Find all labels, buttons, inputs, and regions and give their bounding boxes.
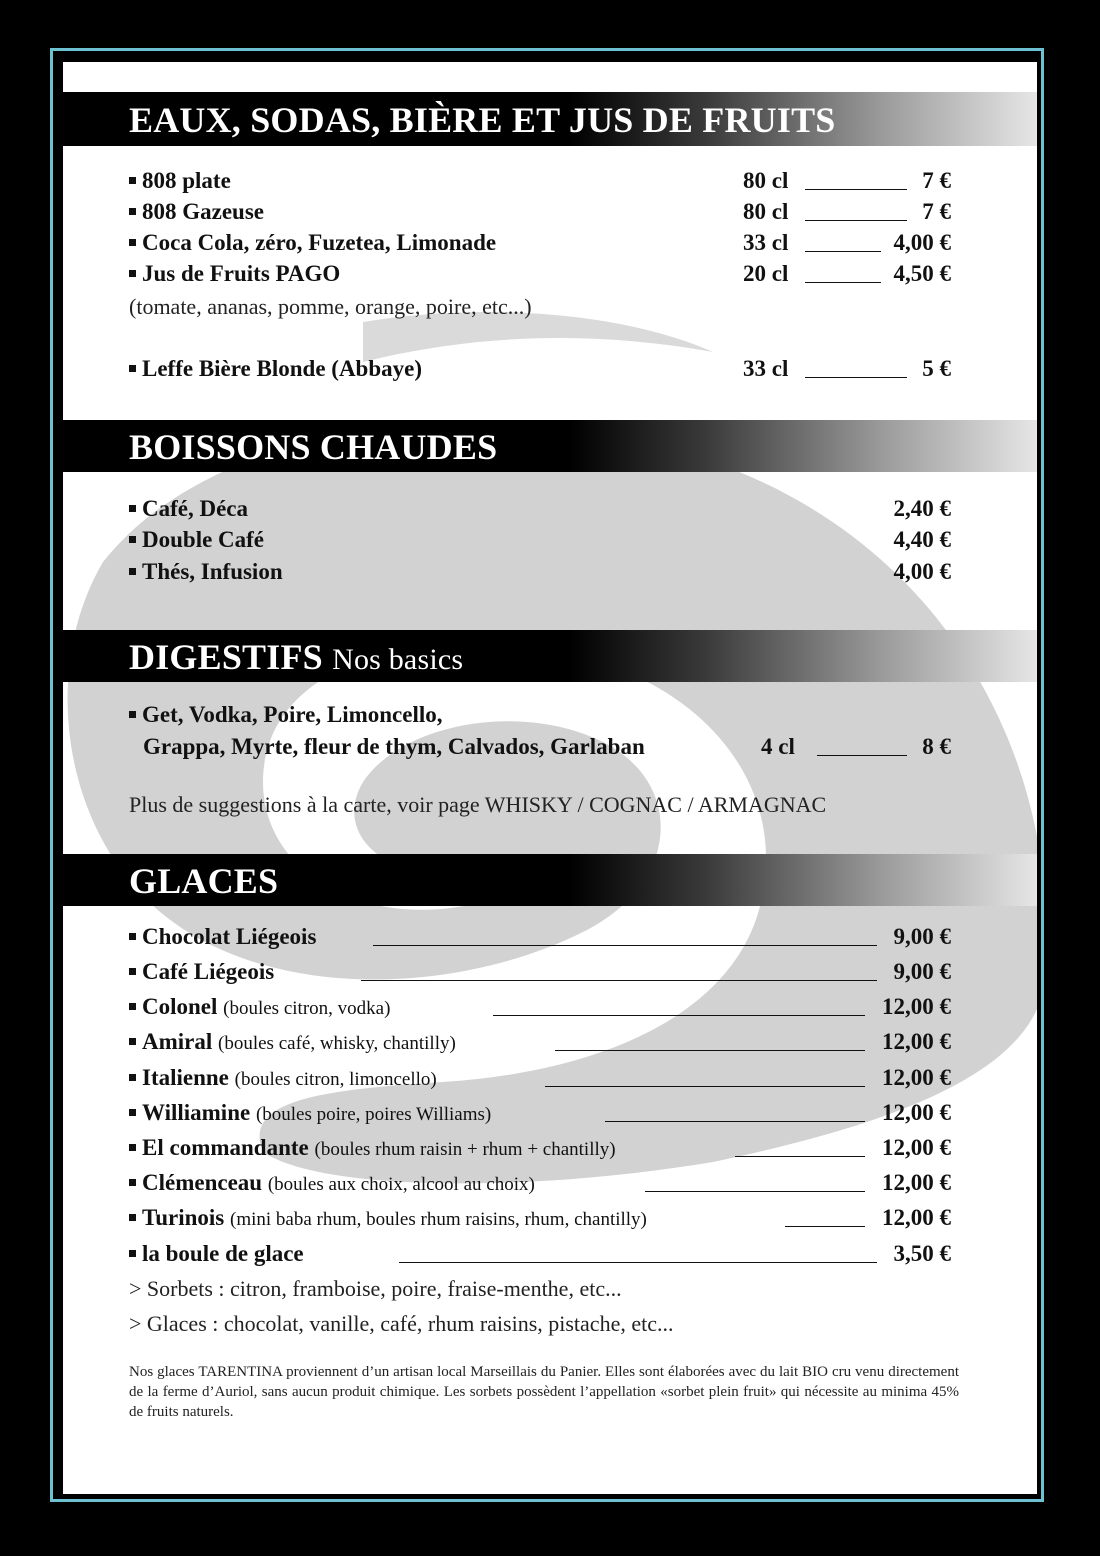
bullet-square-icon: [129, 1038, 136, 1045]
bullet-square-icon: [129, 1250, 136, 1257]
item-price: 4,00 €: [893, 230, 951, 255]
item-name: Chocolat Liégeois: [142, 924, 317, 949]
item-price: 7 €: [922, 199, 951, 224]
menu-item-row: [129, 1205, 951, 1235]
bullet-square-icon: [129, 1109, 136, 1116]
item-name-wrap: [129, 230, 496, 256]
item-name: Get, Vodka, Poire, Limoncello,: [142, 702, 443, 727]
section-subtitle: Nos basics: [332, 643, 464, 676]
item-name: Jus de Fruits PAGO: [142, 261, 341, 286]
item-volume: 4 cl: [761, 734, 795, 759]
item-detail: (boules citron, vodka): [223, 998, 391, 1019]
menu-item-row: [129, 924, 951, 954]
dotted-leader-line: [805, 377, 907, 378]
bullet-square-icon: [129, 933, 136, 940]
section-header-band: [63, 854, 1037, 906]
section-header-band: [63, 630, 1037, 682]
bullet-square-icon: [129, 568, 136, 575]
item-price: 9,00 €: [893, 924, 951, 949]
section-title: EAUX, SODAS, BIÈRE ET JUS DE FRUITS: [129, 100, 836, 140]
item-name-wrap: [129, 1205, 647, 1231]
menu-item-row: [129, 199, 951, 229]
menu-item-row: [129, 702, 951, 732]
item-detail: (mini baba rhum, boules rhum raisins, rhum, chantilly): [230, 1209, 647, 1230]
item-price: 2,40 €: [893, 496, 951, 521]
menu-item-row: [129, 1065, 951, 1095]
ice-cream-list: > Glaces : chocolat, vanille, café, rhum raisins, pistache, etc...: [129, 1311, 674, 1336]
item-name-wrap: [129, 959, 274, 985]
section-header-band: [63, 420, 1037, 472]
menu-page: [63, 62, 1037, 1494]
item-price: 4,00 €: [893, 559, 951, 584]
item-price: 8 €: [922, 734, 951, 759]
menu-item-row: [129, 559, 951, 589]
item-name-wrap: [129, 261, 340, 287]
dotted-leader-line: [817, 755, 907, 756]
item-name: 808 plate: [142, 168, 231, 193]
item-name: 808 Gazeuse: [142, 199, 265, 224]
item-price: 12,00 €: [882, 1170, 951, 1195]
item-price: 9,00 €: [893, 959, 951, 984]
dotted-leader-line: [545, 1086, 865, 1087]
item-price: 5 €: [922, 356, 951, 381]
bullet-square-icon: [129, 270, 136, 277]
section-title: BOISSONS CHAUDES: [129, 427, 498, 467]
section-title-wrap: [129, 636, 463, 678]
item-description: (tomate, ananas, pomme, orange, poire, etc...): [129, 294, 532, 319]
item-price: 12,00 €: [882, 994, 951, 1019]
item-price: 12,00 €: [882, 1135, 951, 1160]
dotted-leader-line: [493, 1015, 865, 1016]
item-name-wrap: [129, 1135, 616, 1161]
item-name: Amiral: [142, 1029, 213, 1054]
suggestion-text: Plus de suggestions à la carte, voir page WHISKY / COGNAC / ARMAGNAC: [129, 792, 827, 817]
bullet-square-icon: [129, 1144, 136, 1151]
menu-item-row: [129, 1135, 951, 1165]
item-name-wrap: [129, 994, 390, 1020]
item-name: Turinois: [142, 1205, 225, 1230]
item-price: 4,40 €: [893, 527, 951, 552]
menu-item-row: [129, 261, 951, 291]
bullet-square-icon: [129, 968, 136, 975]
section-header-band: [63, 92, 1037, 146]
item-name: Leffe Bière Blonde (Abbaye): [142, 356, 423, 381]
item-name-wrap: [129, 199, 264, 225]
item-name: Clémenceau: [142, 1170, 263, 1195]
item-name: El commandante: [142, 1135, 309, 1160]
item-name: Italienne: [142, 1065, 229, 1090]
dotted-leader-line: [735, 1156, 865, 1157]
bullet-square-icon: [129, 536, 136, 543]
item-name-wrap: [129, 1029, 456, 1055]
bullet-square-icon: [129, 239, 136, 246]
item-volume: 33 cl: [743, 356, 789, 381]
item-name-wrap: [129, 1170, 535, 1196]
dotted-leader-line: [805, 220, 907, 221]
item-name: Café, Déca: [142, 496, 249, 521]
menu-item-row: [129, 1241, 951, 1271]
dotted-leader-line: [645, 1191, 865, 1192]
item-name-wrap: [129, 1241, 304, 1267]
sorbet-list: > Sorbets : citron, framboise, poire, fraise-menthe, etc...: [129, 1276, 622, 1301]
item-detail: (boules poire, poires Williams): [255, 1104, 492, 1125]
dotted-leader-line: [605, 1121, 865, 1122]
item-name-wrap: [129, 168, 231, 194]
item-name: Williamine: [142, 1100, 251, 1125]
menu-item-row: [129, 1100, 951, 1130]
item-price: 12,00 €: [882, 1029, 951, 1054]
item-name-wrap: [129, 702, 443, 728]
menu-item-row: [129, 1170, 951, 1200]
item-name: Colonel: [142, 994, 218, 1019]
dotted-leader-line: [555, 1050, 865, 1051]
item-name-wrap: [129, 527, 264, 553]
item-price: 12,00 €: [882, 1100, 951, 1125]
item-name-wrap: [129, 1100, 491, 1126]
bullet-square-icon: [129, 1179, 136, 1186]
dotted-leader-line: [805, 282, 881, 283]
item-price: 3,50 €: [893, 1241, 951, 1266]
item-volume: 20 cl: [743, 261, 789, 286]
item-price: 4,50 €: [893, 261, 951, 286]
item-price: 12,00 €: [882, 1205, 951, 1230]
item-price: 12,00 €: [882, 1065, 951, 1090]
section-title: DIGESTIFS: [129, 637, 323, 677]
footnote-text: Nos glaces TARENTINA proviennent d’un artisan local Marseillais du Panier. Elles sont élaborées avec du lait BIO cru venu directement de la ferme d’Auriol, sans aucun produit chimique. Les sorbets possèdent l’appellation «sorbet plein fruit» qui nécessite au minima 45% de fruits naturels.: [129, 1364, 959, 1420]
item-name: Thés, Infusion: [142, 559, 283, 584]
item-name: Double Café: [142, 527, 265, 552]
menu-item-row: [129, 734, 951, 764]
item-name-wrap: [129, 924, 316, 950]
menu-item-row: [129, 959, 951, 989]
item-name-wrap: [129, 356, 422, 382]
item-detail: (boules aux choix, alcool au choix): [267, 1174, 535, 1195]
section-title: GLACES: [129, 861, 279, 901]
menu-item-row: [129, 230, 951, 260]
item-name-wrap: [129, 1065, 437, 1091]
dotted-leader-line: [361, 980, 877, 981]
bullet-square-icon: [129, 177, 136, 184]
item-detail: (boules rhum raisin + rhum + chantilly): [314, 1139, 616, 1160]
dotted-leader-line: [805, 251, 881, 252]
item-volume: 80 cl: [743, 168, 789, 193]
item-name-wrap: [129, 496, 248, 522]
menu-item-row: [129, 527, 951, 557]
item-name: Café Liégeois: [142, 959, 275, 984]
bullet-square-icon: [129, 1214, 136, 1221]
menu-item-row: [129, 496, 951, 526]
dotted-leader-line: [373, 945, 877, 946]
menu-item-row: [129, 356, 951, 386]
bullet-square-icon: [129, 365, 136, 372]
item-name: la boule de glace: [142, 1241, 304, 1266]
item-volume: 80 cl: [743, 199, 789, 224]
menu-item-row: [129, 168, 951, 198]
item-name-wrap: [129, 559, 283, 585]
bullet-square-icon: [129, 505, 136, 512]
bullet-square-icon: [129, 1074, 136, 1081]
bullet-square-icon: [129, 1003, 136, 1010]
item-volume: 33 cl: [743, 230, 789, 255]
menu-item-row: [129, 1029, 951, 1059]
item-price: 7 €: [922, 168, 951, 193]
item-detail: (boules citron, limoncello): [234, 1069, 437, 1090]
bullet-square-icon: [129, 208, 136, 215]
dotted-leader-line: [785, 1226, 865, 1227]
item-name: Coca Cola, zéro, Fuzetea, Limonade: [142, 230, 497, 255]
item-name-line2: Grappa, Myrte, fleur de thym, Calvados, Garlaban: [143, 734, 645, 759]
menu-item-row: [129, 994, 951, 1024]
item-detail: (boules café, whisky, chantilly): [218, 1033, 456, 1054]
bullet-square-icon: [129, 711, 136, 718]
dotted-leader-line: [805, 189, 907, 190]
dotted-leader-line: [399, 1262, 877, 1263]
